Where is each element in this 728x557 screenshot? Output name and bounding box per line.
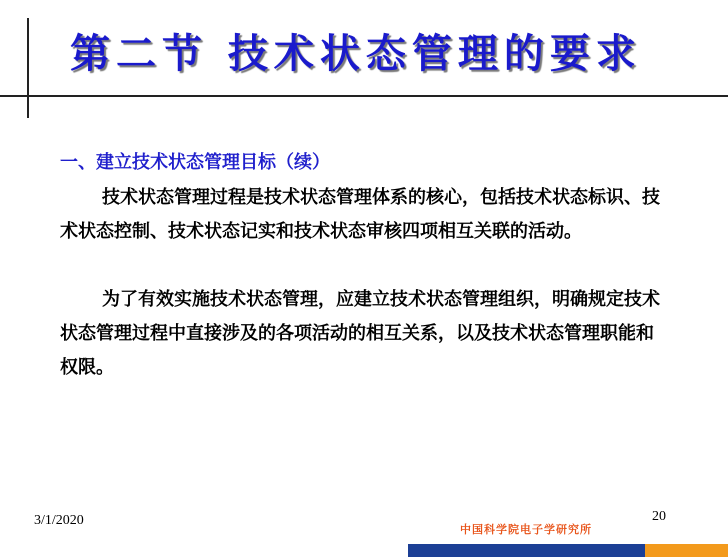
title-horizontal-rule xyxy=(0,95,728,97)
title-vertical-rule xyxy=(27,18,29,118)
footer-date: 3/1/2020 xyxy=(34,513,84,528)
institute-name: 中国科学院电子学研究所 xyxy=(460,523,592,536)
slide-title: 第二节 技术状态管理的要求 xyxy=(70,30,642,77)
body-paragraph-1: 技术状态管理过程是技术状态管理体系的核心，包括技术状态标识、技术状态控制、技术状态记实和技术状态审核四项相互关联的活动。 xyxy=(60,187,660,242)
section-heading: 一、建立技术状态管理目标（续） xyxy=(60,152,330,173)
footer-bar-blue xyxy=(408,544,645,557)
body-paragraph-2: 为了有效实施技术状态管理，应建立技术状态管理组织，明确规定技术状态管理过程中直接涉及的各项活动的相互关系，以及技术状态管理职能和权限。 xyxy=(60,289,660,378)
footer-bar-orange xyxy=(645,544,728,557)
page-number: 20 xyxy=(652,509,666,524)
